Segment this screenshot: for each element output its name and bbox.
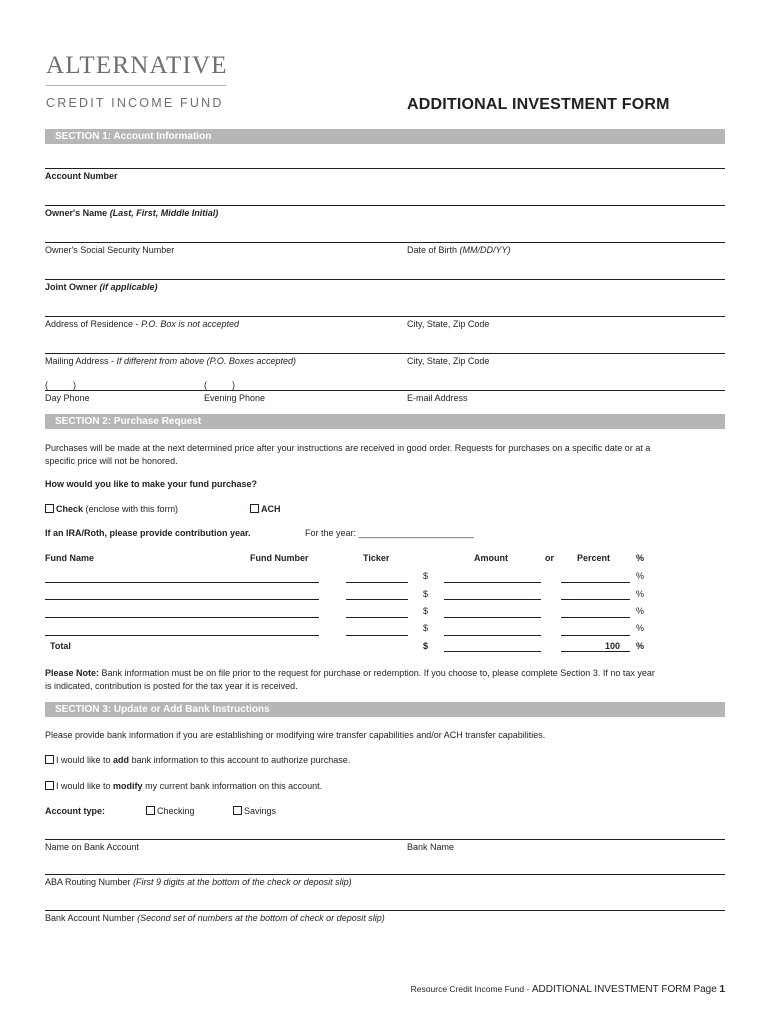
section2-header: SECTION 2: Purchase Request — [45, 414, 725, 429]
day-phone-label: Day Phone — [45, 393, 90, 403]
row4-ticker-field[interactable] — [346, 635, 408, 636]
row1-amount-field[interactable] — [444, 582, 541, 583]
checking-checkbox[interactable] — [146, 806, 155, 815]
ach-checkbox[interactable] — [250, 504, 259, 513]
email-label: E-mail Address — [407, 393, 468, 403]
col-percent: Percent — [577, 553, 611, 563]
row2-dollar: $ — [423, 589, 429, 599]
total-amount-field[interactable] — [444, 651, 541, 652]
section1-header: SECTION 1: Account Information — [45, 129, 725, 144]
row1-ticker-field[interactable] — [346, 582, 408, 583]
bank-account-name-line[interactable] — [45, 839, 725, 840]
row3-amount-field[interactable] — [444, 617, 541, 618]
aba-label: ABA Routing Number (First 9 digits at the bottom of the check or deposit slip) — [45, 877, 352, 887]
section2-intro: Purchases will be made at the next determined price after your instructions are received in good order. Requests for purchases on a specific date or at a specific price will not be honored. — [45, 443, 651, 466]
row3-pct: % — [636, 606, 645, 616]
col-fund-number: Fund Number — [250, 553, 309, 563]
contribution-year-field[interactable]: _______________________ — [358, 528, 474, 538]
ssn-dob-line[interactable] — [45, 242, 725, 243]
col-ticker: Ticker — [363, 553, 390, 563]
total-percent-field[interactable] — [561, 651, 630, 652]
checking-label: Checking — [157, 806, 195, 816]
evening-phone-paren: ( ) — [204, 380, 235, 390]
row1-fund-name-field[interactable] — [45, 582, 319, 583]
bank-account-number-label: Bank Account Number (Second set of numbers at the bottom of check or deposit slip) — [45, 913, 385, 923]
purchase-question: How would you like to make your fund purchase? — [45, 479, 258, 489]
add-bank-checkbox[interactable] — [45, 755, 54, 764]
bank-name-label: Bank Name — [407, 842, 455, 852]
owners-name-line[interactable] — [45, 205, 725, 206]
mailing-label: Mailing Address - If different from above (P.O. Boxes accepted) — [45, 356, 296, 366]
row2-fund-name-field[interactable] — [45, 599, 319, 600]
section3-intro: Please provide bank information if you are establishing or modifying wire transfer capabilities and/or ACH transfer capabilities. — [45, 730, 546, 740]
row4-fund-name-field[interactable] — [45, 635, 319, 636]
owners-name-label: Owner's Name (Last, First, Middle Initial) — [45, 208, 219, 218]
row3-percent-field[interactable] — [561, 617, 630, 618]
joint-owner-label: Joint Owner (if applicable) — [45, 282, 158, 292]
logo-credit-income-fund: CREDIT INCOME FUND — [46, 96, 224, 110]
aba-line[interactable] — [45, 874, 725, 875]
check-checkbox[interactable] — [45, 504, 54, 513]
row1-percent-field[interactable] — [561, 582, 630, 583]
page-footer: Resource Credit Income Fund - ADDITIONAL INVESTMENT FORM Page 1 — [410, 984, 725, 995]
col-or: or — [545, 553, 554, 563]
total-percent-value: 100 — [605, 641, 621, 651]
for-the-year-label: For the year: _______________________ — [305, 528, 474, 538]
row3-dollar: $ — [423, 606, 429, 616]
mailing-city-label: City, State, Zip Code — [407, 356, 490, 366]
mailing-line[interactable] — [45, 353, 725, 354]
modify-bank-checkbox[interactable] — [45, 781, 54, 790]
row2-pct: % — [636, 589, 645, 599]
account-number-line[interactable] — [45, 168, 725, 169]
form-title: ADDITIONAL INVESTMENT FORM — [407, 96, 670, 113]
check-label: Check (enclose with this form) — [56, 504, 179, 514]
residence-city-label: City, State, Zip Code — [407, 319, 490, 329]
day-phone-paren: ( ) — [45, 380, 76, 390]
account-number-label: Account Number — [45, 171, 118, 181]
ira-question: If an IRA/Roth, please provide contribution year. — [45, 528, 251, 538]
row4-amount-field[interactable] — [444, 635, 541, 636]
row3-ticker-field[interactable] — [346, 617, 408, 618]
residence-line[interactable] — [45, 316, 725, 317]
residence-label: Address of Residence - P.O. Box is not accepted — [45, 319, 239, 329]
logo-divider — [46, 85, 226, 86]
account-type-label: Account type: — [45, 806, 106, 816]
logo-alternative: ALTERNATIVE — [46, 52, 228, 79]
row1-dollar: $ — [423, 571, 429, 581]
row1-pct: % — [636, 571, 645, 581]
col-amount: Amount — [474, 553, 508, 563]
row4-percent-field[interactable] — [561, 635, 630, 636]
col-fund-name: Fund Name — [45, 553, 95, 563]
row4-dollar: $ — [423, 623, 429, 633]
row4-pct: % — [636, 623, 645, 633]
evening-phone-label: Evening Phone — [204, 393, 266, 403]
ach-label: ACH — [261, 504, 281, 514]
total-pct: % — [636, 641, 645, 651]
total-label: Total — [50, 641, 71, 651]
savings-label: Savings — [244, 806, 277, 816]
bank-note: Please Note: Bank information must be on file prior to the request for purchase or redemption. If you choose to, please complete Section 3. If no tax year is indicated, contribution is posted for the tax year it is received. — [45, 668, 655, 691]
total-dollar: $ — [423, 641, 429, 651]
row2-ticker-field[interactable] — [346, 599, 408, 600]
col-pct-sign: % — [636, 553, 645, 563]
row3-fund-name-field[interactable] — [45, 617, 319, 618]
section3-header: SECTION 3: Update or Add Bank Instructions — [45, 702, 725, 717]
add-bank-label: I would like to add bank information to this account to authorize purchase. — [56, 755, 351, 765]
savings-checkbox[interactable] — [233, 806, 242, 815]
joint-owner-line[interactable] — [45, 279, 725, 280]
row2-percent-field[interactable] — [561, 599, 630, 600]
dob-label: Date of Birth (MM/DD/YY) — [407, 245, 511, 255]
row2-amount-field[interactable] — [444, 599, 541, 600]
phone-line[interactable] — [45, 390, 725, 391]
ssn-label: Owner's Social Security Number — [45, 245, 175, 255]
name-on-account-label: Name on Bank Account — [45, 842, 140, 852]
bank-account-number-line[interactable] — [45, 910, 725, 911]
modify-bank-label: I would like to modify my current bank information on this account. — [56, 781, 323, 791]
